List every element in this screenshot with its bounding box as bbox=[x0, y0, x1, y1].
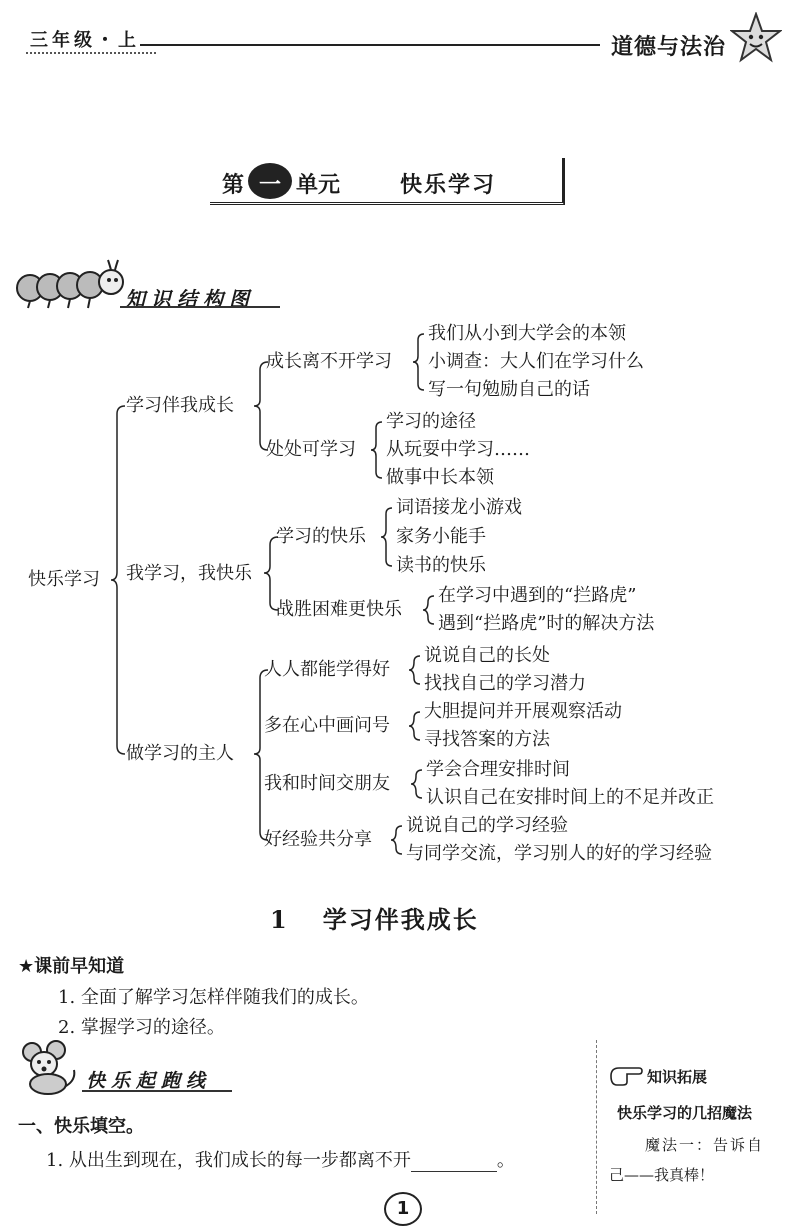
tree-node: 好经验共分享 bbox=[264, 829, 372, 850]
tree-leaf: 找找自己的学习潜力 bbox=[424, 673, 586, 694]
extension-title: 快乐学习的几招魔法 bbox=[617, 1104, 753, 1122]
grade-label: 三年级・上 bbox=[30, 30, 140, 51]
tree-leaf: 我们从小到大学会的本领 bbox=[428, 323, 626, 344]
tree-leaf: 说说自己的学习经验 bbox=[406, 815, 568, 836]
lesson-title: 学习伴我成长 bbox=[322, 906, 479, 934]
answer-blank[interactable] bbox=[411, 1153, 497, 1172]
lesson-heading bbox=[270, 900, 479, 935]
tree-branch-3: 做学习的主人 bbox=[126, 743, 234, 764]
tree-leaf: 读书的快乐 bbox=[396, 555, 486, 576]
knowledge-structure-banner: 知识结构图 bbox=[125, 287, 255, 311]
preview-heading: ★课前早知道 bbox=[18, 956, 125, 977]
extension-heading: 知识拓展 bbox=[647, 1068, 708, 1086]
tree-leaf: 从玩耍中学习…… bbox=[386, 439, 530, 460]
tree-leaf: 词语接龙小游戏 bbox=[396, 497, 522, 518]
tree-branch-2: 我学习，我快乐 bbox=[126, 563, 252, 584]
tree-leaf: 家务小能手 bbox=[396, 526, 486, 547]
unit-number: 一 bbox=[259, 173, 282, 198]
tree-node: 我和时间交朋友 bbox=[264, 773, 390, 794]
page-number: 1 bbox=[384, 1192, 422, 1226]
preview-item: 1. 全面了解学习怎样伴随我们的成长。 bbox=[58, 987, 369, 1008]
tree-leaf: 大胆提问并开展观察活动 bbox=[424, 701, 622, 722]
tree-leaf: 与同学交流，学习别人的好的学习经验 bbox=[406, 843, 712, 864]
knowledge-extension-box bbox=[596, 1040, 800, 1214]
pointing-hand-icon bbox=[609, 1064, 643, 1086]
unit-title: 快乐学习 bbox=[400, 173, 497, 198]
tree-root: 快乐学习 bbox=[28, 569, 100, 590]
unit-label-prefix: 第 bbox=[222, 173, 245, 198]
tree-leaf: 学习的途径 bbox=[386, 411, 476, 432]
tree-branch-1: 学习伴我成长 bbox=[126, 395, 234, 416]
tree-node: 多在心中画问号 bbox=[264, 715, 390, 736]
exercise-question-1: 1. 从出生到现在，我们成长的每一步都离不开 。 bbox=[46, 1150, 515, 1171]
extension-line: 己——我真棒！ bbox=[609, 1166, 715, 1184]
tree-leaf: 在学习中遇到的“拦路虎” bbox=[438, 585, 637, 606]
exercise-heading: 一、快乐填空。 bbox=[18, 1116, 144, 1137]
tree-node: 人人都能学得好 bbox=[264, 659, 390, 680]
tree-node: 战胜困难更快乐 bbox=[276, 599, 402, 620]
tree-node: 处处可学习 bbox=[266, 439, 356, 460]
extension-line: 魔法一：告诉自 bbox=[645, 1136, 765, 1154]
tree-leaf: 写一句勉励自己的话 bbox=[428, 379, 590, 400]
tree-leaf: 学会合理安排时间 bbox=[426, 759, 570, 780]
tree-leaf: 做事中长本领 bbox=[386, 467, 494, 488]
unit-label-suffix: 单元 bbox=[296, 173, 341, 198]
mouse-icon bbox=[18, 1040, 80, 1096]
lesson-number: 1 bbox=[270, 905, 287, 934]
tree-leaf: 小调查：大人们在学习什么 bbox=[428, 351, 644, 372]
tree-leaf: 认识自己在安排时间上的不足并改正 bbox=[426, 787, 714, 808]
tree-leaf: 说说自己的长处 bbox=[424, 645, 550, 666]
tree-leaf: 遇到“拦路虎”时的解决方法 bbox=[438, 613, 655, 634]
subject-label: 道德与法治 bbox=[610, 35, 726, 60]
preview-item: 2. 掌握学习的途径。 bbox=[58, 1017, 225, 1038]
tree-leaf: 寻找答案的方法 bbox=[424, 729, 550, 750]
tree-node: 成长离不开学习 bbox=[266, 351, 392, 372]
tree-node: 学习的快乐 bbox=[276, 526, 366, 547]
banner-underline bbox=[82, 1090, 232, 1092]
start-line-banner: 快乐起跑线 bbox=[86, 1070, 212, 1092]
